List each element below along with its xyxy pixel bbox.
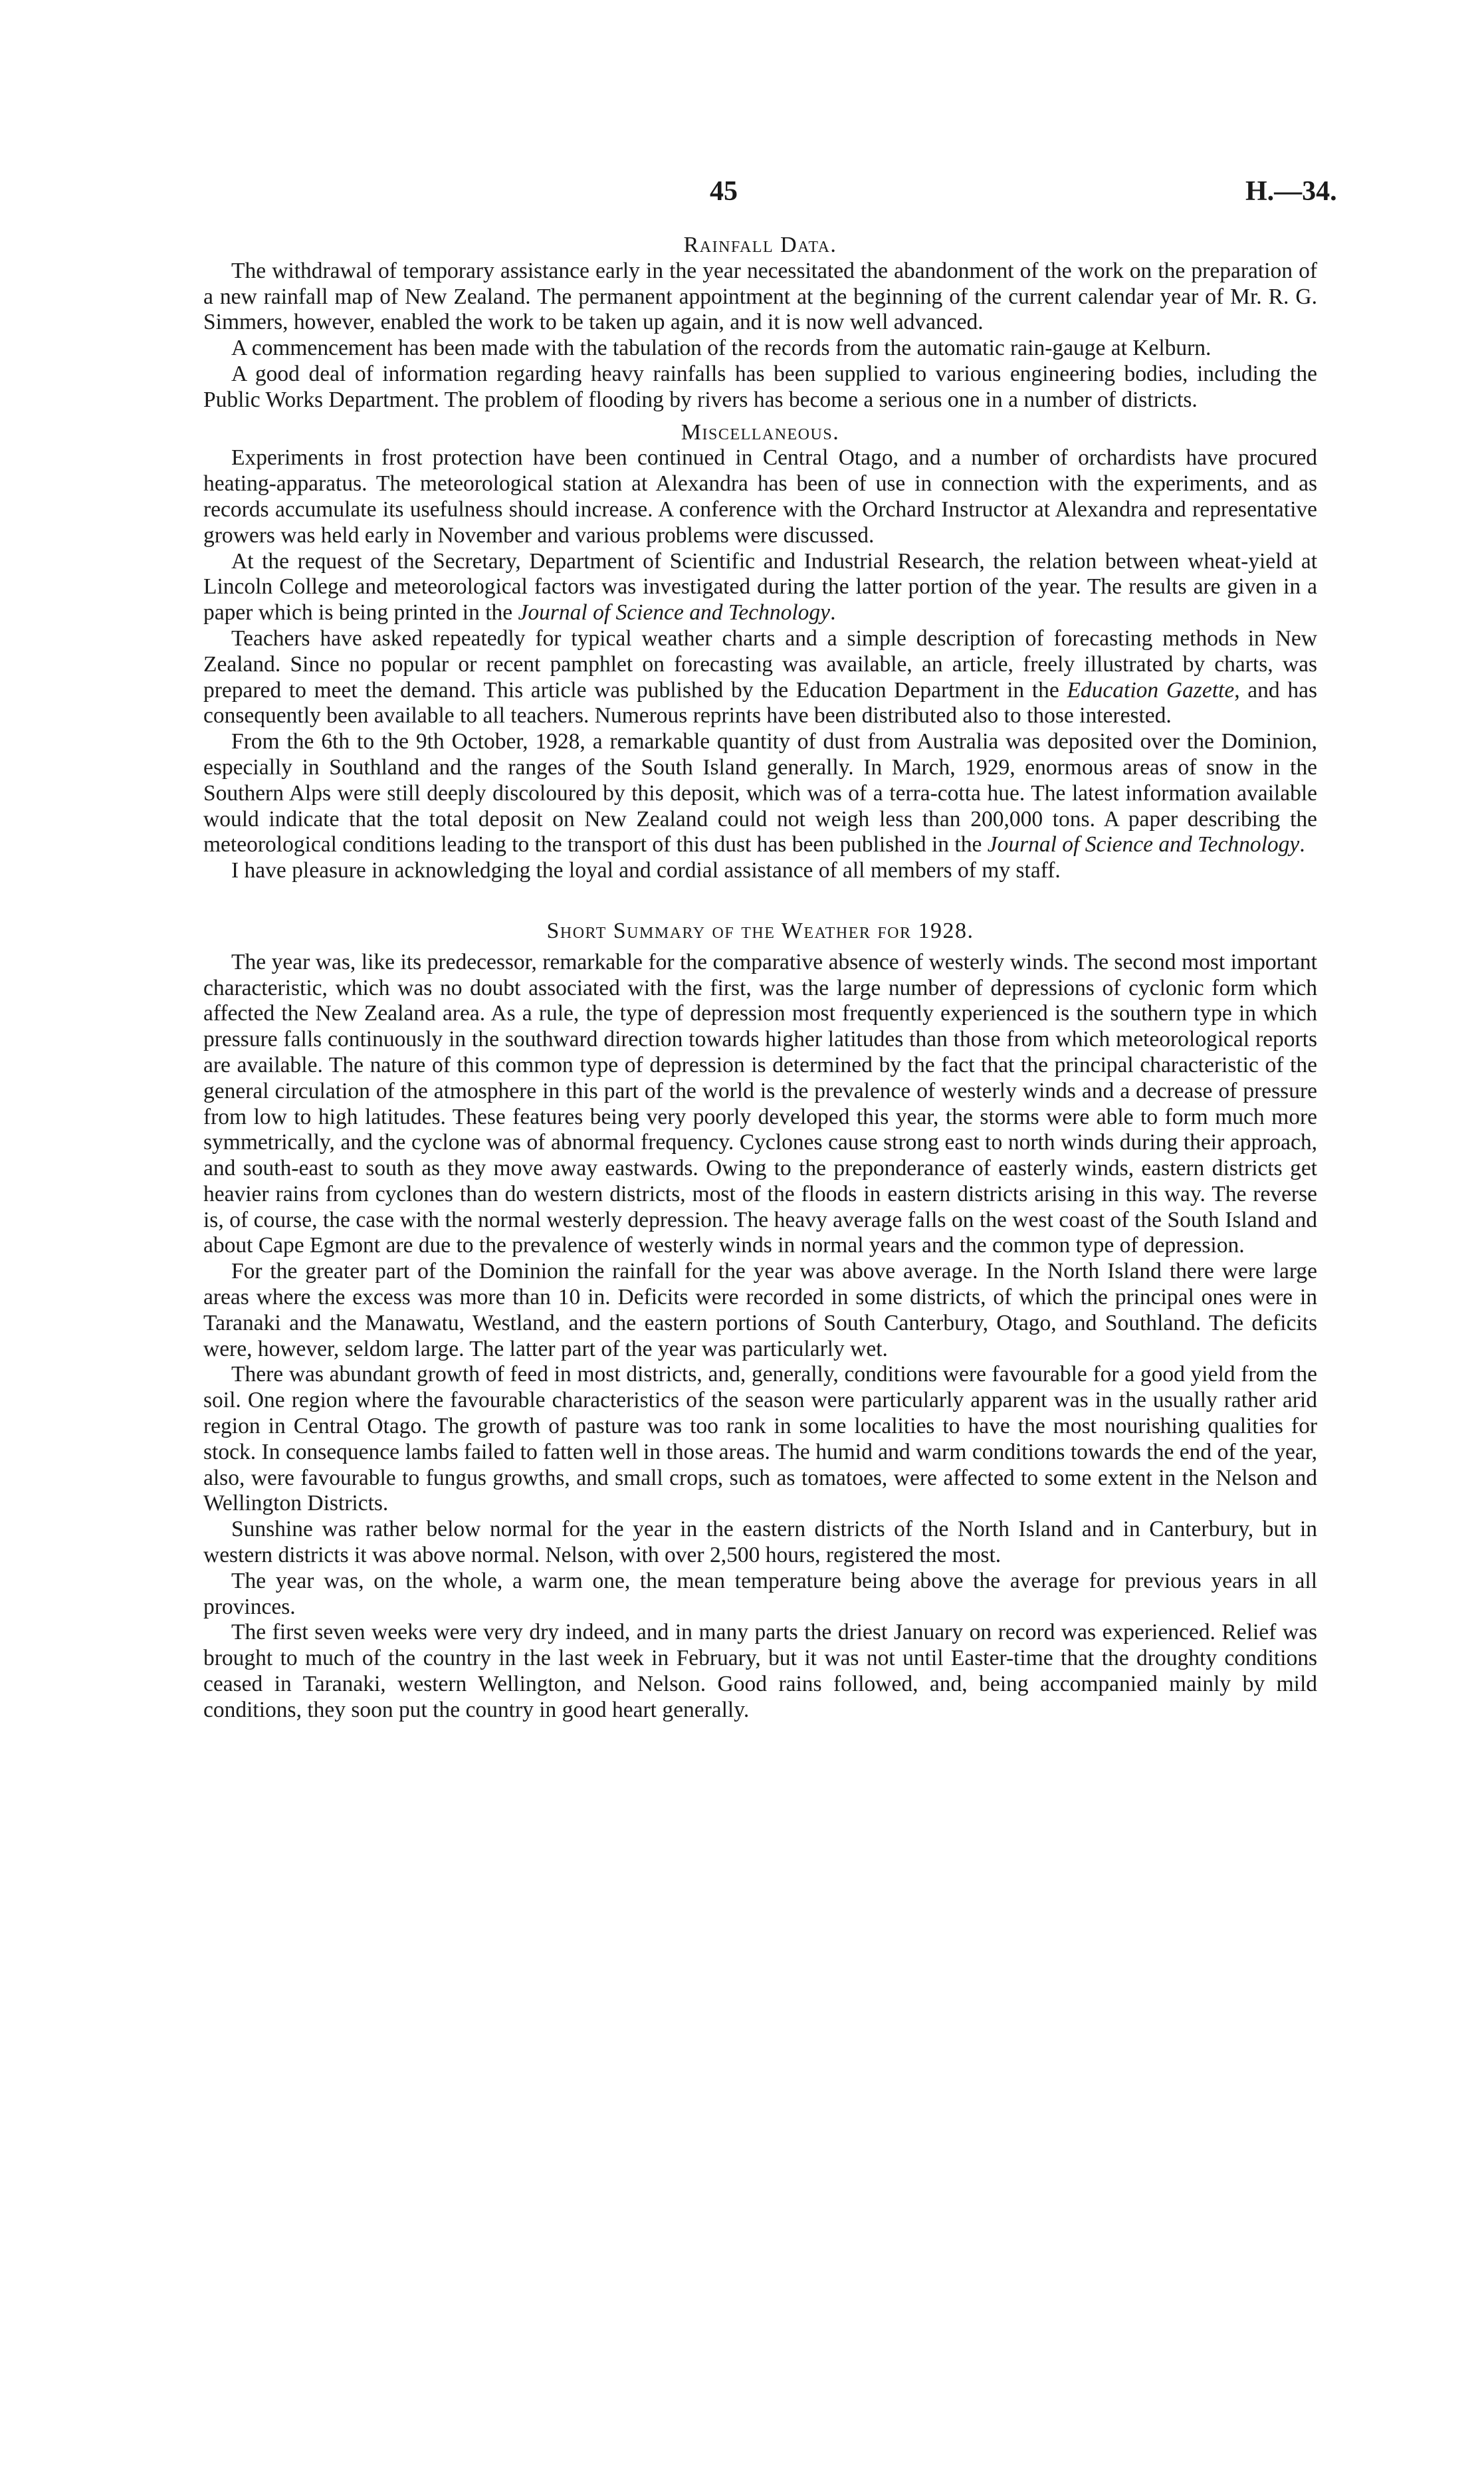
paragraph: The year was, like its predecessor, remarkable for the comparative absence of westerly winds. The second most important characteristic, which was no doubt associated with the first, was the large number of depressions of cyclonic form which affected the New Zealand area. As a rule, the type of depression most frequently experienced is the southern type in which pressure falls continuously in the southward direction towards higher latitudes than those from which meteorological reports are available. The nature of this common type of depression is determined by the fact that the principal characteristic of the general circulation of the atmosphere in this part of the world is the prevalence of westerly winds and a decrease of pressure from low to high latitudes. These features being very poorly developed this year, the storms were able to form much more symmetrically, and the cyclone was of abnormal frequency. Cyclones cause strong east to north winds during their approach, and south-east to south as they move away eastwards. Owing to the preponderance of easterly winds, eastern districts get heavier rains from cyclones than do western districts, most of the floods in eastern districts arising in this way. The reverse is, of course, the case with the normal westerly depression. The heavy average falls on the west coast of the South Island and about Cape Egmont are due to the prevalence of westerly winds in normal years and the common type of depression.	[203, 949, 1317, 1258]
paragraph-text: , and has consequently been available to all teachers. Numerous reprints have been distributed also to those interested.	[203, 677, 1317, 729]
paragraph: I have pleasure in acknowledging the loyal and cordial assistance of all members of my staff.	[231, 858, 1061, 883]
heading-miscellaneous: Miscellaneous.	[681, 419, 840, 445]
paragraph: For the greater part of the Dominion the rainfall for the year was above average. In the North Island there were large areas where the excess was more than 10 in. Deficits were recorded in some districts, of which the principal ones were in Taranaki and the Manawatu, Westland, and the eastern portions of South Canterbury, Otago, and Southland. The deficits were, however, seldom large. The latter part of the year was particularly wet.	[203, 1259, 1317, 1361]
paragraph: The withdrawal of temporary assistance early in the year necessitated the abandonment of the work on the preparation of a new rainfall map of New Zealand. The permanent appointment at the beginning of the current calendar year of Mr. R. G. Simmers, however, enabled the work to be taken up again, and it is now well advanced.	[203, 258, 1317, 335]
paragraph-text: At the request of the Secretary, Department of Scientific and Industrial Research, the relation between wheat-yield at Lincoln College and meteorological factors was investigated during the latter portion of the year. The results are given in a paper which is being printed in the	[203, 548, 1317, 625]
page-number: 45	[710, 176, 738, 207]
paragraph: A commencement has been made with the tabulation of the records from the automatic rain-gauge at Kelburn.	[231, 336, 1212, 361]
heading-weather-summary: Short Summary of the Weather for 1928.	[546, 918, 974, 943]
paragraph: Experiments in frost protection have been continued in Central Otago, and a number of orchardists have procured heating-apparatus. The meteorological station at Alexandra has been of use in connection with the experiments, and as records accumulate its usefulness should increase. A conference with the Orchard Instructor at Alexandra and representative growers was held early in November and various problems were discussed.	[203, 445, 1317, 548]
paragraph: A good deal of information regarding heavy rainfalls has been supplied to various engineering bodies, including the Public Works Department. The problem of flooding by rivers has become a serious one in a number of districts.	[203, 361, 1317, 412]
paragraph: The first seven weeks were very dry indeed, and in many parts the driest January on record was experienced. Relief was brought to much of the country in the last week in February, but it was not until Easter-time that the droughty conditions ceased in Taranaki, western Wellington, and Nelson. Good rains followed, and, being accompanied mainly by mild conditions, they soon put the country in good heart generally.	[203, 1620, 1317, 1722]
paragraph-text: Teachers have asked repeatedly for typical weather charts and a simple description of forecasting methods in New Zealand. Since no popular or recent pamphlet on forecasting was available, an article, freely illustrated by charts, was prepared to meet the demand. This article was published by the Education Department in the	[203, 625, 1317, 703]
paragraph	[203, 549, 1317, 626]
paragraph: Sunshine was rather below normal for the year in the eastern districts of the North Island and in Canterbury, but in western districts it was above normal. Nelson, with over 2,500 hours, registered the most.	[203, 1517, 1317, 1568]
paragraph-text: From the 6th to the 9th October, 1928, a remarkable quantity of dust from Australia was deposited over the Dominion, especially in Southland and the ranges of the South Island generally. In March, 1929, enormous areas of snow in the Southern Alps were still deeply discoloured by this deposit, which was of a terra-cotta hue. The latest information available would indicate that the total deposit on New Zealand could not weigh less than 200,000 tons. A paper describing the meteorological conditions leading to the transport of this dust has been published in the	[203, 729, 1317, 857]
heading-rainfall-data: Rainfall Data.	[683, 233, 837, 257]
document-body	[203, 233, 1317, 1724]
publication-title: Education Gazette	[1067, 677, 1235, 703]
paragraph: There was abundant growth of feed in most districts, and, generally, conditions were favourable for a good yield from the soil. One region where the favourable characteristics of the season were particularly apparent was in the usually rather arid region in Central Otago. The growth of pasture was too rank in some localities to have the most nourishing qualities for stock. In consequence lambs failed to fatten well in those areas. The humid and warm conditions towards the end of the year, also, were favourable to fungus growths, and small crops, such as tomatoes, were affected to some extent in the Nelson and Wellington Districts.	[203, 1362, 1317, 1516]
paragraph: The year was, on the whole, a warm one, the mean temperature being above the average for previous years in all provinces.	[203, 1568, 1317, 1619]
page-header	[0, 175, 1484, 215]
paragraph	[203, 626, 1317, 729]
paragraph	[203, 729, 1317, 858]
journal-title: Journal of Science and Technology	[518, 600, 831, 625]
document-reference: H.—34.	[1245, 176, 1337, 207]
paragraph-text: .	[830, 600, 836, 625]
paragraph-text: .	[1299, 832, 1305, 857]
journal-title: Journal of Science and Technology	[987, 832, 1300, 857]
